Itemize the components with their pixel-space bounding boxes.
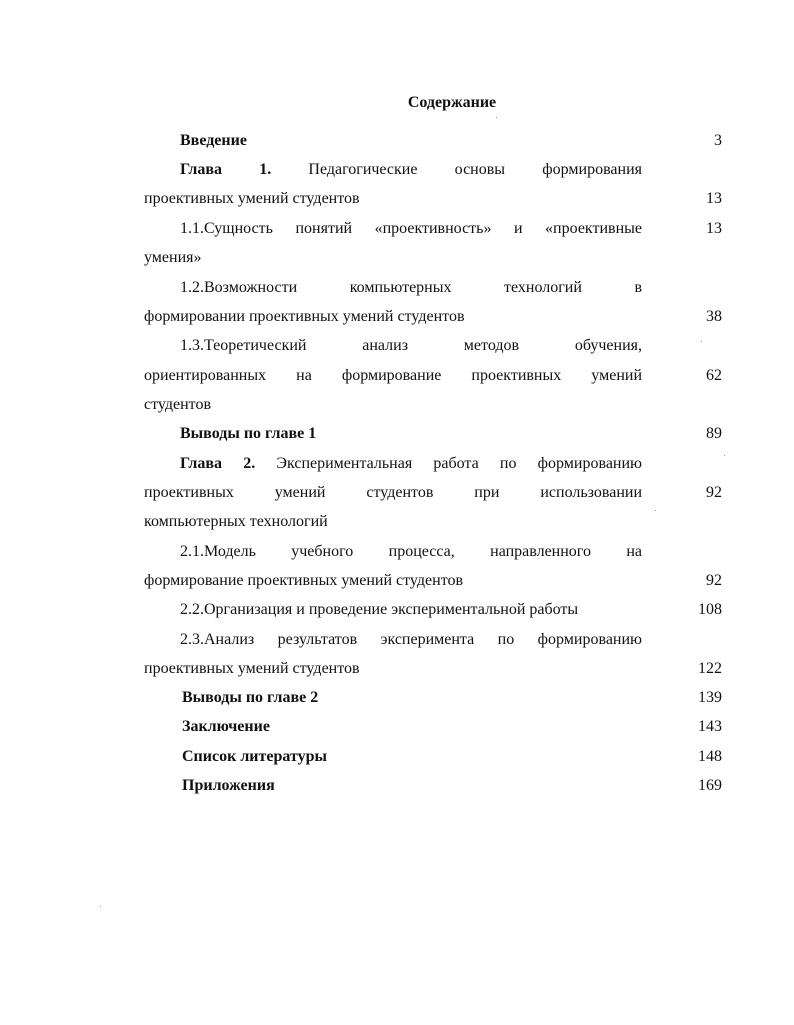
toc-page-number: 13 [706, 190, 722, 207]
toc-page-number: 89 [706, 425, 722, 442]
toc-page-number: 169 [698, 777, 722, 794]
toc-entry-section-2-2: 2.2.Организация и проведение экспериментальной работы [180, 601, 579, 618]
toc-page-number: 122 [698, 660, 722, 677]
toc-page-number: 13 [706, 220, 722, 237]
toc-entry-section-2-3: 2.3.Анализ результатов эксперимента по формированию [180, 631, 642, 648]
scan-speck [701, 341, 702, 342]
toc-entry-chapter-2-cont: проективных умений студентов при использовании [144, 484, 642, 501]
toc-entry-section-1-3: 1.3.Теоретический анализ методов обучения, [180, 337, 642, 354]
scan-speck [724, 455, 725, 456]
toc-entry-section-2-3-cont: проективных умений студентов [144, 660, 360, 677]
toc-page-number: 3 [714, 132, 722, 149]
toc-page-number: 92 [706, 572, 722, 589]
toc-entry-chapter-1: Глава 1. Педагогические основы формирования [180, 161, 642, 178]
toc-entry-conclusions-ch1: Выводы по главе 1 [180, 425, 317, 442]
toc-entry-chapter-2-cont2: компьютерных технологий [144, 513, 328, 530]
toc-page-number: 108 [698, 601, 722, 618]
toc-entry-section-2-1: 2.1.Модель учебного процесса, направленного на [180, 543, 642, 560]
toc-entry-conclusions-ch2: Выводы по главе 2 [182, 689, 319, 706]
toc-page-number: 148 [698, 748, 722, 765]
toc-entry-section-1-1: 1.1.Сущность понятий «проективность» и «проективные [180, 220, 642, 237]
scan-speck [100, 906, 101, 907]
toc-entry-bibliography: Список литературы [182, 748, 327, 765]
toc-entry-section-1-3-cont2: студентов [144, 396, 212, 413]
toc-entry-section-1-1-cont: умения» [144, 249, 202, 266]
toc-page-number: 139 [698, 689, 722, 706]
toc-entry-section-2-1-cont: формирование проективных умений студентов [144, 572, 464, 589]
toc-entry-section-1-3-cont: ориентированных на формирование проективных умений [144, 367, 642, 384]
toc-entry-chapter-1-cont: проективных умений студентов [144, 190, 360, 207]
scan-speck [496, 117, 497, 118]
toc-entry-conclusion: Заключение [182, 718, 270, 735]
toc-page-number: 38 [706, 308, 722, 325]
scan-speck [655, 510, 656, 511]
toc-title: Содержание [407, 94, 497, 111]
toc-entry-section-1-2: 1.2.Возможности компьютерных технологий в [180, 279, 642, 296]
toc-entry-section-1-2-cont: формировании проективных умений студентов [144, 308, 465, 325]
toc-entry-introduction: Введение [180, 132, 247, 149]
toc-page-number: 62 [706, 367, 722, 384]
toc-page-number: 92 [706, 484, 722, 501]
toc-entry-chapter-2: Глава 2. Экспериментальная работа по формированию [180, 455, 642, 472]
toc-page-number: 143 [698, 718, 722, 735]
toc-entry-appendices: Приложения [182, 777, 275, 794]
